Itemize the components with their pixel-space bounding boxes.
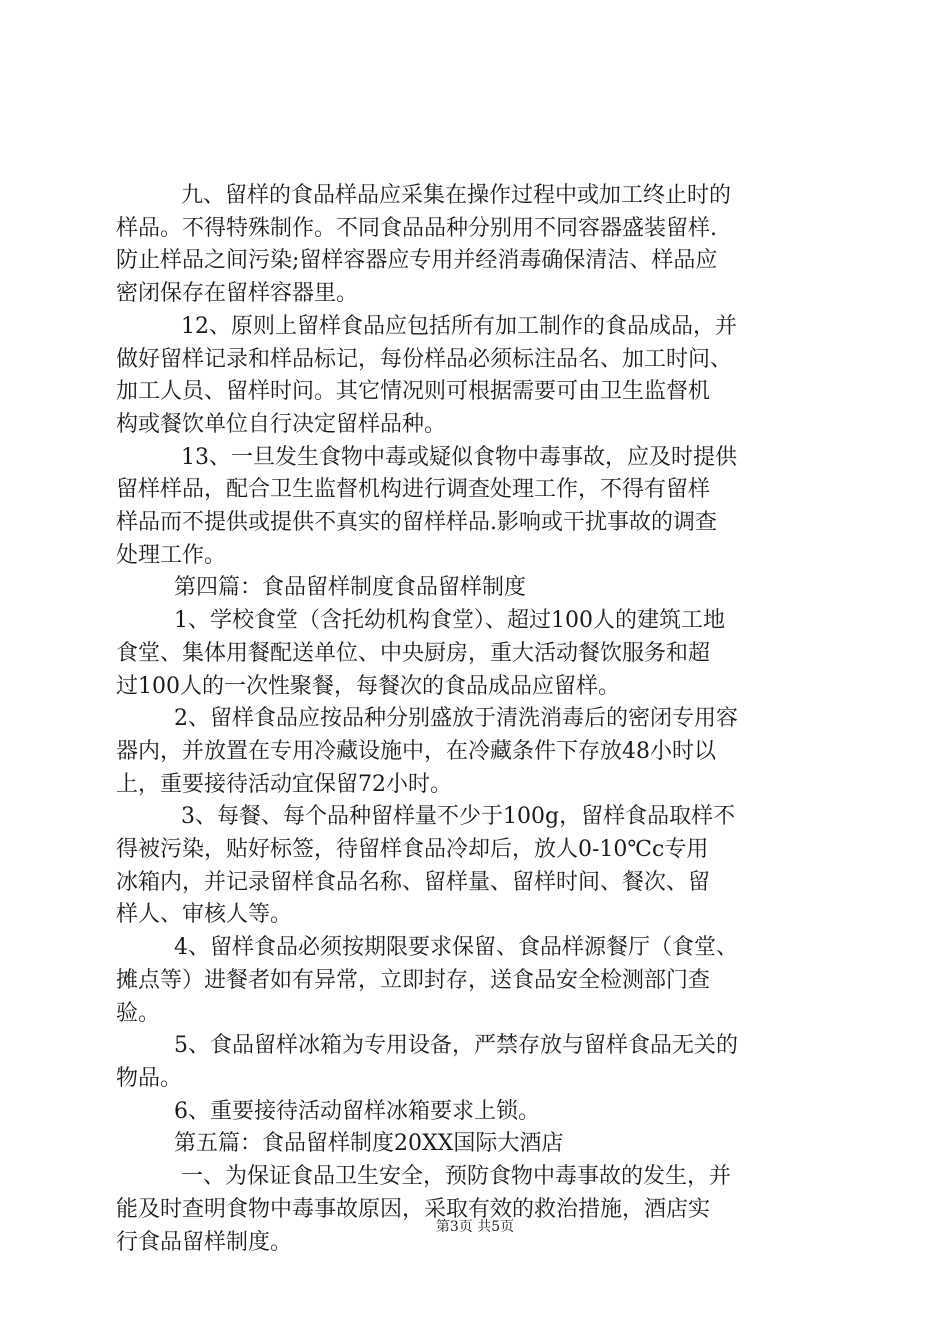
text-line: 样人、审核人等。 bbox=[116, 902, 293, 928]
section-heading-5 bbox=[116, 1128, 840, 1161]
text-line: 验。 bbox=[116, 1000, 161, 1026]
text-line: 1、学校食堂（含托幼机构食堂）、超过100人的建筑工地 bbox=[174, 608, 725, 634]
text-line: 上，重要接待活动宜保留72小时。 bbox=[116, 771, 452, 797]
page-footer: 第3页 共5页 bbox=[435, 1219, 515, 1235]
text-line: 6、重要接待活动留样冰箱要求上锁。 bbox=[174, 1098, 540, 1124]
section-heading-4 bbox=[116, 572, 840, 605]
text-line: 3、每餐、每个品种留样量不少于100g，留样食品取样不 bbox=[181, 804, 736, 830]
text-line: 能及时查明食物中毒事故原因，采取有效的救治措施，酒店实 bbox=[116, 1196, 711, 1222]
paragraph-rule-4 bbox=[116, 932, 840, 1030]
paragraph-item-12 bbox=[116, 311, 840, 442]
paragraph-rule-5 bbox=[116, 1030, 840, 1095]
paragraph-article-1 bbox=[116, 1161, 840, 1259]
text-line: 2、留样食品应按品种分别盛放于清洗消毒后的密闭专用容 bbox=[174, 706, 738, 732]
text-line: 样品而不提供或提供不真实的留样样品.影响或干扰事故的调查 bbox=[116, 510, 717, 536]
text-line: 行食品留样制度。 bbox=[116, 1229, 293, 1255]
text-line: 5、食品留样冰箱为专用设备，严禁存放与留样食品无关的 bbox=[174, 1033, 738, 1059]
text-line: 13、一旦发生食物中毒或疑似食物中毒事故，应及时提供 bbox=[181, 444, 737, 470]
document-body bbox=[116, 180, 840, 1259]
text-line: 样品。不得特殊制作。不同食品品种分别用不同容器盛装留样. bbox=[116, 215, 717, 241]
text-line: 物品。 bbox=[116, 1065, 183, 1091]
text-line: 得被污染，贴好标签，待留样食品冷却后，放人0-10℃c专用 bbox=[116, 837, 709, 863]
text-line: 器内，并放置在专用冷藏设施中，在冷藏条件下存放48小时以 bbox=[116, 738, 716, 764]
text-line: 做好留样记录和样品标记，每份样品必须标注品名、加工时问、 bbox=[116, 346, 733, 372]
paragraph-item-9 bbox=[116, 180, 840, 311]
text-line: 过100人的一次性聚餐，每餐次的食品成品应留样。 bbox=[116, 673, 620, 699]
text-line: 构或餐饮单位自行决定留样品种。 bbox=[116, 411, 447, 437]
paragraph-rule-3 bbox=[116, 801, 840, 932]
text-line: 食堂、集体用餐配送单位、中央厨房，重大活动餐饮服务和超 bbox=[116, 640, 711, 666]
text-line: 摊点等）进餐者如有异常，立即封存，送食品安全检测部门查 bbox=[116, 967, 711, 993]
text-line: 冰箱内，并记录留样食品名称、留样量、留样时间、餐次、留 bbox=[116, 869, 711, 895]
paragraph-rule-1 bbox=[116, 605, 840, 703]
text-line: 处理工作。 bbox=[116, 542, 227, 568]
text-line: 4、留样食品必须按期限要求保留、食品样源餐厅（食堂、 bbox=[174, 935, 738, 961]
text-line: 加工人员、留样时问。其它情况则可根据需要可由卫生监督机 bbox=[116, 379, 711, 405]
text-line: 12、原则上留样食品应包括所有加工制作的食品成品，并 bbox=[181, 313, 737, 339]
paragraph-item-13 bbox=[116, 442, 840, 573]
text-line: 九、留样的食品样品应采集在操作过程中或加工终止时的 bbox=[181, 183, 732, 208]
paragraph-rule-2 bbox=[116, 703, 840, 801]
text-line: 防止样品之间污染;留样容器应专用并经消毒确保清洁、样品应 bbox=[116, 248, 718, 274]
text-line: 一、为保证食品卫生安全，预防食物中毒事故的发生，并 bbox=[181, 1164, 732, 1190]
heading-line: 第四篇：食品留样制度食品留样制度 bbox=[174, 575, 527, 601]
text-line: 留样样品，配合卫生监督机构进行调查处理工作，不得有留样 bbox=[116, 477, 711, 503]
paragraph-rule-6 bbox=[116, 1096, 840, 1129]
heading-line: 第五篇：食品留样制度20XX国际大酒店 bbox=[174, 1131, 564, 1157]
text-line: 密闭保存在留样容器里。 bbox=[116, 281, 359, 307]
